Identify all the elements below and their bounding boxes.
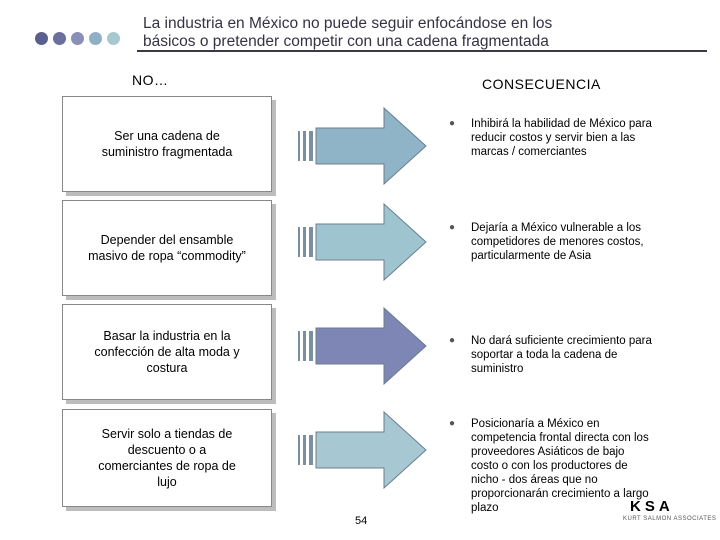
title-line-2: básicos o pretender competir con una cadena fragmentada	[143, 33, 549, 50]
ksa-logo-subtitle: KURT SALMON ASSOCIATES	[623, 516, 717, 522]
arrow-icon-1	[298, 106, 428, 186]
column-header-consecuencia: CONSECUENCIA	[482, 76, 601, 92]
consequence-4	[449, 417, 652, 515]
column-header-no: NO…	[132, 72, 169, 88]
cause-box-2: Depender del ensamble masivo de ropa “commodity”	[62, 200, 272, 296]
dot-2	[53, 32, 66, 45]
dot-4	[89, 32, 102, 45]
consequence-text-2: Dejaría a México vulnerable a los competidores de menores costos, particularmente de Asia	[471, 222, 644, 262]
consequence-2	[449, 221, 657, 263]
title-divider	[137, 50, 707, 52]
arrow-icon-4	[298, 410, 428, 490]
arrow-icon-2	[298, 202, 428, 282]
consequence-text-4: Posicionaría a México en competencia frontal directa con los proveedores Asiáticos de bajo costo o con los productores de nicho - dos áreas que no proporcionarán crecimiento a largo plazo	[471, 418, 649, 514]
cause-box-4: Servir solo a tiendas de descuento o a comerciantes de ropa de lujo	[62, 409, 272, 507]
title-line-1: La industria en México no puede seguir enfocándose en los	[143, 15, 553, 32]
bullet-icon: ●	[449, 222, 456, 233]
bullet-icon: ●	[449, 418, 456, 429]
arrow-icon-3	[298, 306, 428, 386]
consequence-3	[449, 334, 657, 376]
page-title	[143, 15, 703, 51]
dot-5	[107, 32, 120, 45]
dot-3	[71, 32, 84, 45]
consequence-text-1: Inhibirá la habilidad de México para reducir costos y servir bien a las marcas / comerciantes	[471, 118, 652, 158]
bullet-icon: ●	[449, 335, 456, 346]
ksa-logo: KSA	[630, 498, 674, 515]
page-number: 54	[355, 515, 368, 527]
cause-box-1: Ser una cadena de suministro fragmentada	[62, 96, 272, 192]
cause-box-3: Basar la industria en la confección de alta moda y costura	[62, 304, 272, 400]
decorative-dots	[35, 32, 125, 46]
consequence-text-3: No dará suficiente crecimiento para soportar a toda la cadena de suministro	[471, 335, 652, 375]
dot-1	[35, 32, 48, 45]
consequence-1	[449, 117, 657, 159]
bullet-icon: ●	[449, 118, 456, 129]
